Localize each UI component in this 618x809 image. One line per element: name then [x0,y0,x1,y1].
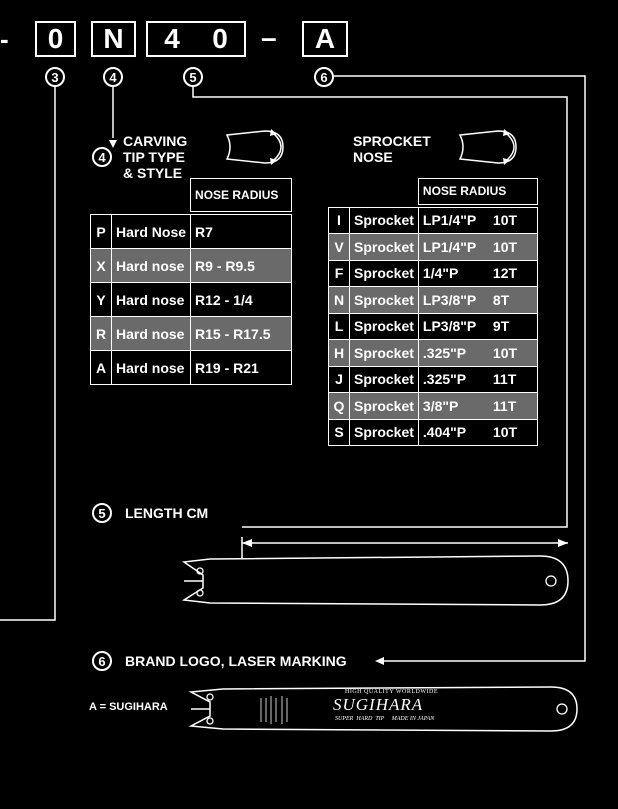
row-letter: S [329,419,350,446]
code-box-4: A [302,21,348,57]
table-row [329,287,538,314]
row-pitch: LP3/8"P [418,287,489,314]
guide-bar-length-drawing [170,535,575,615]
row-letter: F [329,260,350,287]
row-letter: V [329,234,350,261]
row-radius: R15 - R17.5 [191,317,292,351]
row-type: Hard nose [112,283,191,317]
table-row [91,249,292,283]
code-box-3-digit-1: 4 [164,23,180,54]
row-pitch: LP1/4"P [418,207,489,234]
carving-title-line-1: CARVING [123,133,188,149]
row-type: Hard nose [112,317,191,351]
row-type: Sprocket [350,287,419,314]
row-teeth: 10T [489,340,538,367]
row-type: Sprocket [350,260,419,287]
row-type: Sprocket [350,419,419,446]
brand-legend: A = SUGIHARA [89,701,168,713]
code-separator: – [261,22,277,53]
table-row [91,215,292,249]
row-letter: Q [329,393,350,420]
carving-tip-title [123,133,187,181]
marker-6: 6 [314,67,334,87]
row-type: Hard nose [112,351,191,385]
row-teeth: 11T [489,366,538,393]
row-type: Sprocket [350,234,419,261]
row-type: Hard nose [112,249,191,283]
table-row [329,313,538,340]
row-letter: H [329,340,350,367]
sprocket-nose-table [328,178,538,446]
row-teeth: 10T [489,419,538,446]
row-type: Sprocket [350,207,419,234]
row-letter: R [91,317,112,351]
marker-5: 5 [183,67,203,87]
section-4-marker: 4 [92,147,112,167]
row-radius: R19 - R21 [191,351,292,385]
carving-tip-table [90,178,292,385]
row-pitch: LP3/8"P [418,313,489,340]
table-row [329,260,538,287]
row-teeth: 12T [489,260,538,287]
row-letter: I [329,207,350,234]
row-type: Sprocket [350,313,419,340]
row-teeth: 8T [489,287,538,314]
row-teeth: 10T [489,234,538,261]
row-radius: R9 - R9.5 [191,249,292,283]
sprocket-title-line-1: SPROCKET [353,133,431,149]
carving-title-line-3: & STYLE [123,165,183,181]
row-pitch: .325"P [418,366,489,393]
row-letter: J [329,366,350,393]
table-row [329,419,538,446]
row-type: Sprocket [350,366,419,393]
table-row [91,351,292,385]
row-radius: R12 - 1/4 [191,283,292,317]
row-pitch: .404"P [418,419,489,446]
row-pitch: 1/4"P [418,260,489,287]
row-letter: N [329,287,350,314]
brand-logo-top-text: HIGH QUALITY WORLDWIDE [345,689,438,695]
table-row [91,317,292,351]
row-letter: P [91,215,112,249]
row-teeth: 9T [489,313,538,340]
row-type: Hard Nose [112,215,191,249]
table-row [91,283,292,317]
code-box-2: N [91,21,136,57]
carving-table-header: NOSE RADIUS [191,179,292,212]
arrowhead-4 [109,140,117,148]
sprocket-nose-title [353,133,431,165]
sprocket-title-line-2: NOSE [353,149,393,165]
row-letter: Y [91,283,112,317]
carving-title-line-2: TIP TYPE [123,149,185,165]
row-teeth: 11T [489,393,538,420]
connector-3 [0,87,55,620]
table-row [329,340,538,367]
table-row [329,207,538,234]
brand-logo-bottom-text: SUPER HARD TIP MADE IN JAPAN [335,716,435,722]
row-pitch: LP1/4"P [418,234,489,261]
code-box-1: 0 [35,21,76,57]
brand-title: BRAND LOGO, LASER MARKING [125,653,347,669]
code-leading-dash: - [0,24,9,54]
sprocket-nose-icon [458,127,523,167]
row-pitch: .325"P [418,340,489,367]
carving-nose-icon [225,127,290,167]
row-type: Sprocket [350,340,419,367]
section-5-marker: 5 [92,503,112,523]
row-teeth: 10T [489,207,538,234]
row-pitch: 3/8"P [418,393,489,420]
row-letter: L [329,313,350,340]
brand-logo: SUGIHARA [333,695,424,714]
row-radius: R7 [191,215,292,249]
table-row [329,234,538,261]
marker-3: 3 [45,67,65,87]
arrowhead-6 [375,657,384,665]
sprocket-table-header: NOSE RADIUS [418,179,537,205]
section-6-marker: 6 [92,651,112,671]
length-title: LENGTH CM [125,505,209,521]
row-letter: X [91,249,112,283]
code-box-3-digit-2: 0 [212,23,228,54]
table-row [329,366,538,393]
table-row [329,393,538,420]
row-letter: A [91,351,112,385]
marker-4: 4 [103,67,123,87]
row-type: Sprocket [350,393,419,420]
